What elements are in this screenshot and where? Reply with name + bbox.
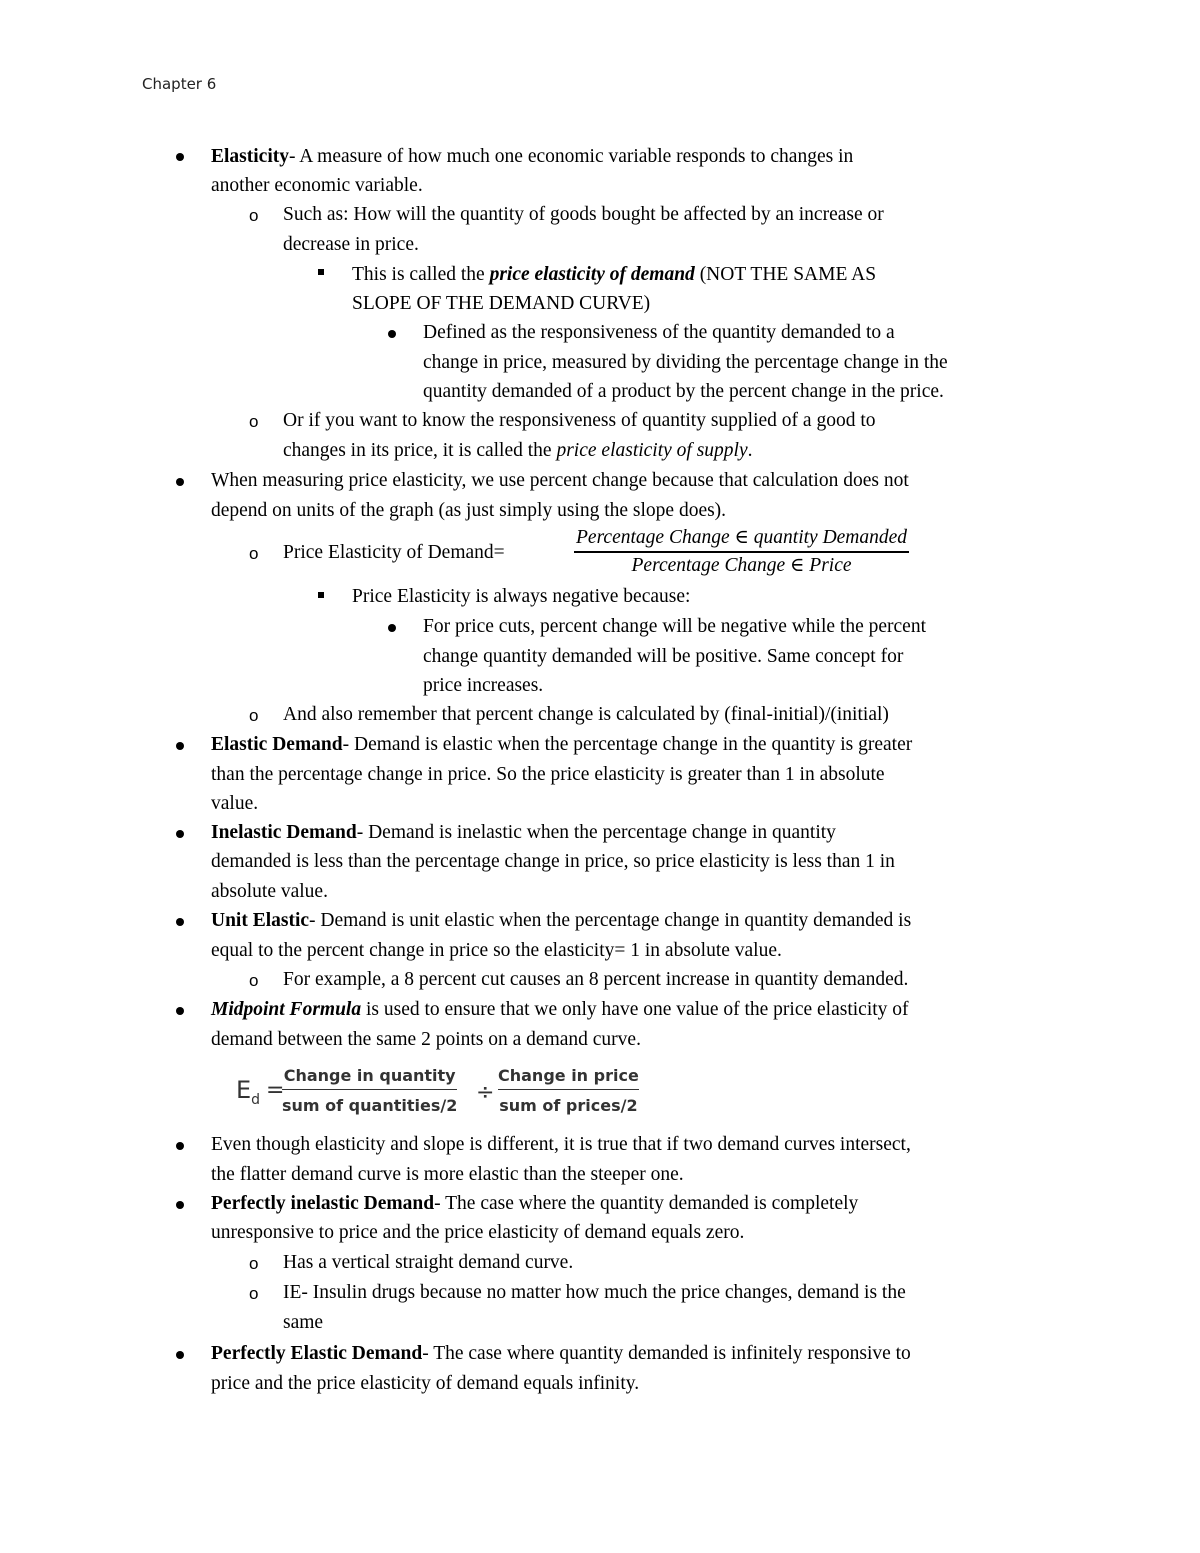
bullet-dot-icon xyxy=(176,478,184,486)
such-as-text-cont: decrease in price. xyxy=(283,234,419,255)
measuring-text: When measuring price elasticity, we use percent change because that calculation does not xyxy=(211,470,909,491)
inelastic-demand-text-3: absolute value. xyxy=(211,881,328,902)
chapter-header: Chapter 6 xyxy=(142,75,217,93)
ped-fraction xyxy=(574,526,909,579)
elastic-demand-text-3: value. xyxy=(211,793,259,814)
bullet-dot-icon xyxy=(176,1351,184,1359)
term-perfectly-elastic-demand: Perfectly Elastic Demand xyxy=(211,1343,423,1364)
perfectly-inelastic-text: Perfectly inelastic Demand- The case where the quantity demanded is completely xyxy=(211,1193,859,1214)
bullet-dot-icon xyxy=(176,1007,184,1015)
term-elasticity: Elasticity xyxy=(211,146,289,167)
supply-text: Or if you want to know the responsiveness of quantity supplied of a good to xyxy=(283,410,876,431)
division-sign: ÷ xyxy=(476,1080,495,1105)
unit-elastic-text-2: equal to the percent change in price so the elasticity= 1 in absolute value. xyxy=(211,940,782,961)
unit-elastic-example: For example, a 8 percent cut causes an 8 percent increase in quantity demanded. xyxy=(283,969,909,990)
price-denominator: sum of prices/2 xyxy=(499,1096,638,1115)
bullet-dot-icon xyxy=(176,1142,184,1150)
elasticity-definition-cont: another economic variable. xyxy=(211,175,423,196)
elastic-demand-text: Elastic Demand- Demand is elastic when the percentage change in the quantity is greater xyxy=(211,734,913,755)
insulin-example-cont: same xyxy=(283,1312,324,1333)
percent-change-text: And also remember that percent change is calculated by (final-initial)/(initial) xyxy=(283,704,889,725)
term-perfectly-inelastic-demand: Perfectly inelastic Demand xyxy=(211,1193,435,1214)
bullet-dot-icon xyxy=(388,330,396,338)
elastic-demand-text-2: than the percentage change in price. So the price elasticity is greater than 1 in absolute xyxy=(211,764,885,785)
ped-numerator: Percentage Change ∈ quantity Demanded xyxy=(574,526,909,553)
bullet-square-icon xyxy=(318,269,324,275)
equals-sign: = xyxy=(266,1078,285,1103)
measuring-text-cont: depend on units of the graph (as just simply using the slope does). xyxy=(211,500,727,521)
bullet-square-icon xyxy=(318,592,324,598)
inelastic-demand-text: Inelastic Demand- Demand is inelastic when the percentage change in quantity xyxy=(211,822,836,843)
term-elastic-demand: Elastic Demand xyxy=(211,734,343,755)
quantity-denominator: sum of quantities/2 xyxy=(282,1096,458,1115)
quantity-fraction xyxy=(282,1066,457,1115)
supply-text-cont: changes in its price, it is called the price elasticity of supply. xyxy=(283,440,753,461)
bullet-circle-icon: o xyxy=(249,971,259,990)
insulin-example: IE- Insulin drugs because no matter how much the price changes, demand is the xyxy=(283,1282,906,1303)
slope-elasticity-text-2: the flatter demand curve is more elastic than the steeper one. xyxy=(211,1164,684,1185)
term-inelastic-demand: Inelastic Demand xyxy=(211,822,357,843)
perfectly-elastic-text: Perfectly Elastic Demand- The case where quantity demanded is infinitely responsive to xyxy=(211,1343,911,1364)
bullet-dot-icon xyxy=(176,153,184,161)
bullet-circle-icon: o xyxy=(249,544,259,563)
bullet-dot-icon xyxy=(176,742,184,750)
quantity-numerator: Change in quantity xyxy=(282,1066,457,1090)
bullet-dot-icon xyxy=(388,624,396,632)
term-midpoint-formula: Midpoint Formula xyxy=(211,999,362,1020)
elasticity-definition: Elasticity- A measure of how much one economic variable responds to changes in xyxy=(211,146,854,167)
perfectly-elastic-text-2: price and the price elasticity of demand equals infinity. xyxy=(211,1373,640,1394)
perfectly-inelastic-text-2: unresponsive to price and the price elasticity of demand equals zero. xyxy=(211,1222,745,1243)
vertical-curve-text: Has a vertical straight demand curve. xyxy=(283,1252,574,1273)
term-unit-elastic: Unit Elastic xyxy=(211,910,310,931)
price-cuts-text-3: price increases. xyxy=(423,675,544,696)
bullet-circle-icon: o xyxy=(249,1254,259,1273)
ped-label: Price Elasticity of Demand= xyxy=(283,542,505,563)
elasticity-symbol: $E_d$ xyxy=(236,1076,261,1108)
midpoint-text-2: demand between the same 2 points on a demand curve. xyxy=(211,1029,641,1050)
bullet-circle-icon: o xyxy=(249,1284,259,1303)
defined-as-text-2: change in price, measured by dividing the percentage change in the xyxy=(423,352,948,373)
term-price-elasticity-of-demand: price elasticity of demand xyxy=(489,264,695,285)
bullet-dot-icon xyxy=(176,918,184,926)
price-fraction xyxy=(498,1066,639,1115)
bullet-circle-icon: o xyxy=(249,206,259,225)
defined-as-text: Defined as the responsiveness of the quantity demanded to a xyxy=(423,322,895,343)
price-elasticity-demand-intro-cont: SLOPE OF THE DEMAND CURVE) xyxy=(352,293,651,314)
price-numerator: Change in price xyxy=(498,1066,639,1090)
price-cuts-text-2: change quantity demanded will be positive. Same concept for xyxy=(423,646,904,667)
unit-elastic-text: Unit Elastic- Demand is unit elastic when the percentage change in quantity demanded is xyxy=(211,910,912,931)
price-cuts-text: For price cuts, percent change will be negative while the percent xyxy=(423,616,927,637)
defined-as-text-3: quantity demanded of a product by the percent change in the price. xyxy=(423,381,944,402)
term-price-elasticity-of-supply: price elasticity of supply xyxy=(556,440,748,461)
bullet-dot-icon xyxy=(176,830,184,838)
price-elasticity-demand-intro: This is called the price elasticity of demand (NOT THE SAME AS xyxy=(352,264,877,285)
bullet-circle-icon: o xyxy=(249,706,259,725)
midpoint-text: Midpoint Formula is used to ensure that we only have one value of the price elasticity of xyxy=(211,999,909,1020)
slope-elasticity-text: Even though elasticity and slope is different, it is true that if two demand curves intersect, xyxy=(211,1134,911,1155)
such-as-text: Such as: How will the quantity of goods bought be affected by an increase or xyxy=(283,204,884,225)
always-negative-text: Price Elasticity is always negative because: xyxy=(352,586,691,607)
bullet-circle-icon: o xyxy=(249,412,259,431)
ped-denominator: Percentage Change ∈ Price xyxy=(631,555,852,576)
bullet-dot-icon xyxy=(176,1201,184,1209)
inelastic-demand-text-2: demanded is less than the percentage change in price, so price elasticity is less than 1 in xyxy=(211,851,895,872)
